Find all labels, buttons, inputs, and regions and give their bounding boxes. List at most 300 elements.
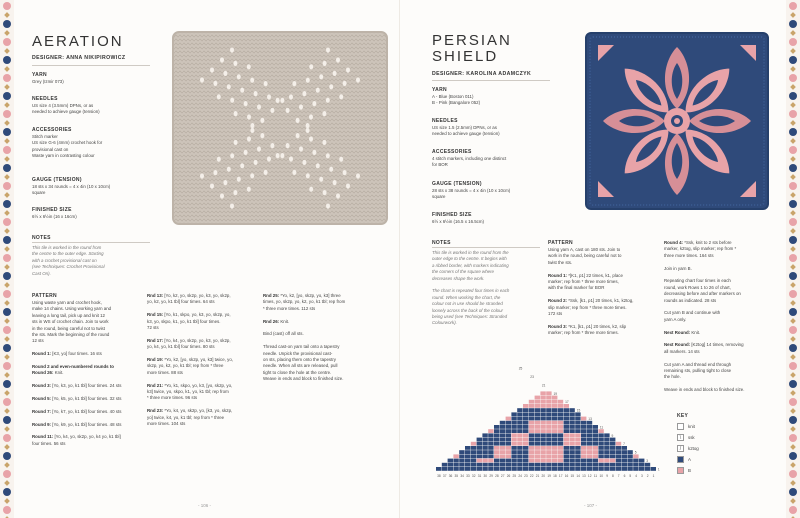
chart-cell (627, 450, 632, 454)
chart-cell (500, 463, 505, 467)
chart-cell (575, 438, 580, 442)
chart-cell (511, 454, 516, 458)
chart-cell (517, 412, 522, 416)
chart-cell (610, 467, 615, 471)
chart-cell (529, 400, 534, 404)
note-line: a ribbed border, with markers indicating (432, 262, 509, 268)
chart-cell (506, 467, 511, 471)
chart-cell (482, 442, 487, 446)
chart-cell (488, 442, 493, 446)
round-text: leaving a long tail, pick up and knit 12 (32, 312, 105, 318)
chart-cell (552, 467, 557, 471)
key-label: ssk (688, 435, 695, 440)
chart-cell (610, 442, 615, 446)
chart-cell (546, 408, 551, 412)
chart-column-number: 23 (524, 474, 528, 479)
chart-cell (500, 446, 505, 450)
chart-cell (564, 442, 569, 446)
chart-cell (494, 459, 499, 463)
round-text: decreasing before and after markers on (664, 291, 741, 297)
chart-cell (471, 450, 476, 454)
chart-cell (558, 421, 563, 425)
chart-column-number: 37 (442, 474, 447, 479)
chart-cell (564, 417, 569, 421)
chart-cell (511, 463, 516, 467)
chart-column-number: 32 (471, 474, 476, 479)
chart-cell (581, 454, 586, 458)
gauge-text: 18 sts x 34 rounds = 4 x 4in (10 x 10cm) square (32, 184, 111, 196)
note-line: decreases shape the work. (432, 275, 485, 281)
round-label: Round 1: (548, 272, 569, 278)
chart-cell (569, 442, 574, 446)
chart-cell (523, 417, 528, 421)
chart-cell (540, 467, 545, 471)
round-text: needle. Unpick the provisional cast- (263, 350, 333, 356)
chart-cell (500, 450, 505, 454)
chart-cell (529, 408, 534, 412)
note-line: loosely across the back of the colour (432, 307, 504, 313)
chart-cell (535, 425, 540, 429)
chart-cell (477, 438, 482, 442)
chart-cell (540, 417, 545, 421)
chart-cell (482, 438, 487, 442)
chart-cell (540, 412, 545, 416)
chart-column-number: 7 (617, 474, 620, 479)
chart-cell (546, 425, 551, 429)
key-item (677, 434, 747, 442)
chart-cell (523, 429, 528, 433)
chart-column-number: 33 (466, 474, 470, 479)
notes-label: NOTES (432, 240, 451, 246)
chart-cell (517, 417, 522, 421)
chart-cell (546, 391, 551, 395)
round-text: Weave in ends and block to finished size. (664, 387, 745, 393)
chart-cell (517, 454, 522, 458)
chart-cell (581, 425, 586, 429)
chart-cell (587, 421, 592, 425)
round-text: Using waste yarn and crochet hook, (32, 300, 102, 305)
chart-cell (471, 467, 476, 471)
round-label: Round 5: (32, 396, 53, 402)
chart-cell (529, 463, 534, 467)
round-text: [Yo, k4, yo, sk2p, yo, k4 yo, k1 tbl] (54, 434, 121, 440)
chart-column-number: 29 (489, 474, 493, 479)
chart-cell (610, 450, 615, 454)
round-text: all markers. 14 sts (664, 348, 700, 354)
chart-cell (540, 463, 545, 467)
round-text: [Yo, k5, yo, k1 tbl] four times. 32 sts (52, 396, 122, 402)
pattern-label: PATTERN (32, 293, 57, 299)
chart-cell (575, 463, 580, 467)
chart-cell (564, 450, 569, 454)
chart-cell (558, 463, 563, 467)
size-label: FINISHED SIZE (432, 212, 472, 218)
chart-cell (535, 450, 540, 454)
round-text: 172 sts (548, 311, 563, 317)
chart-cell (575, 454, 580, 458)
chart-cell (598, 446, 603, 450)
decorative-border-right (786, 0, 800, 518)
chart-cell (488, 463, 493, 467)
size-text: 6½ x 6½in (16 x 16cm) (32, 214, 77, 219)
chart-cell (575, 429, 580, 433)
chart-cell (535, 421, 540, 425)
chart-cell (552, 433, 557, 437)
notes-text: This tile is worked in the round from the centre to the outer edge. Starting with a crochet provisional cast on (see Techniques: Crochet Provisional Cast On). (32, 245, 105, 276)
needles-label: NEEDLES (432, 118, 458, 124)
chart-cell (506, 438, 511, 442)
chart-cell (506, 463, 511, 467)
chart-cell (552, 450, 557, 454)
chart-cell (622, 459, 627, 463)
chart-cell (604, 442, 609, 446)
chart-cell (517, 438, 522, 442)
chart-cell (494, 450, 499, 454)
key-item (677, 456, 747, 464)
chart-cell (622, 446, 627, 450)
chart-cell (593, 463, 598, 467)
note-line: Colourwork). (432, 320, 457, 326)
chart-cell (535, 442, 540, 446)
chart-cell (604, 433, 609, 437)
chart-column-number: 36 (448, 474, 453, 479)
round-text: three more times. 164 sts (664, 252, 714, 258)
chart-cell (546, 404, 551, 408)
chart-cell (569, 412, 574, 416)
chart-cell (529, 425, 534, 429)
chart-cell (598, 467, 603, 471)
accessories-label: ACCESSORIES (432, 149, 472, 155)
chart-cell (564, 408, 569, 412)
chart-cell (558, 404, 563, 408)
chart-cell (593, 459, 598, 463)
round-label: Round 1: (32, 351, 53, 357)
chart-cell (552, 404, 557, 408)
chart-cell (593, 454, 598, 458)
chart-cell (523, 442, 528, 446)
chart-cell (477, 463, 482, 467)
round-text: rounds as indicated. 28 sts (664, 297, 717, 303)
chart-cell (546, 459, 551, 463)
chart-cell (523, 425, 528, 429)
chart-cell (529, 404, 534, 408)
chart-cell (575, 450, 580, 454)
chart-cell (500, 467, 505, 471)
chart-column-number: 9 (606, 474, 608, 479)
round-text: more times. 104 sts (147, 421, 186, 427)
page-number: - 106 - (198, 503, 212, 508)
chart-cell (511, 442, 516, 446)
pattern-line (263, 376, 388, 382)
chart-cell (598, 459, 603, 463)
chart-cell (540, 454, 545, 458)
chart-cell (604, 450, 609, 454)
persian-shield-swatch-image (584, 31, 770, 211)
chart-cell (633, 459, 638, 463)
chart-cell (581, 417, 586, 421)
chart-cell (517, 463, 522, 467)
key-item (677, 467, 747, 475)
round-text: the sts. Mark the beginning of the round (32, 332, 110, 338)
chart-cell (494, 446, 499, 450)
chart-cell (569, 417, 574, 421)
left-page (14, 0, 400, 518)
chart-cell (465, 454, 470, 458)
chart-cell (558, 442, 563, 446)
chart-cell (459, 450, 464, 454)
chart-cell (523, 408, 528, 412)
chart-cell (639, 459, 644, 463)
key-title: KEY (677, 413, 689, 419)
chart-column-number: 21 (535, 474, 540, 479)
chart-cell (517, 408, 522, 412)
key-swatch-icon (677, 423, 684, 430)
chart-cell (540, 400, 545, 404)
accessories-text: Stitch marker US size G-6 (4mm) crochet hook for provisional cast on Waste yarn in contrasting colour (32, 134, 103, 159)
round-text: *[K1, p1] 22 times, k1, place (568, 272, 623, 278)
chart-cell (540, 433, 545, 437)
chart-cell (575, 412, 580, 416)
chart-cell (488, 438, 493, 442)
chart-cell (616, 450, 621, 454)
chart-cell (587, 438, 592, 442)
chart-cell (453, 459, 458, 463)
round-text: [Yo, k1, skpo, yo, k3, yo, sk2p, yo, (164, 312, 231, 318)
round-text: round, work Rows 1 to 26 of chart, (664, 284, 731, 290)
round-text: [Yo, k2, yo, sk2p, yo, k3, yo, sk2p, (164, 293, 231, 298)
chart-cell (540, 446, 545, 450)
chart-cell (535, 429, 540, 433)
chart-cell (581, 463, 586, 467)
chart-cell (442, 463, 447, 467)
chart-cell (604, 446, 609, 450)
round-text: [Yo, k7, yo, k1 tbl] four times. 40 sts (52, 408, 122, 414)
chart-column-number: 10 (599, 474, 604, 479)
chart-cell (546, 429, 551, 433)
chart-cell (616, 467, 621, 471)
chart-cell (465, 463, 470, 467)
chart-column-number: 16 (564, 474, 569, 479)
chart-cell (604, 459, 609, 463)
pattern-line (147, 421, 267, 427)
chart-cell (448, 467, 453, 471)
chart-column-number: 15 (570, 474, 575, 479)
round-text: yo] twice, k4, yo, k1 tbl; rep from * three (147, 414, 225, 420)
chart-cell (622, 454, 627, 458)
key-label: knit (688, 424, 695, 429)
accessories-label: ACCESSORIES (32, 127, 72, 133)
chart-cell (540, 396, 545, 400)
note-line: colour not in use should be stranded (432, 301, 503, 307)
note-line: round. When working the chart, the (432, 294, 501, 300)
chart-cell (581, 429, 586, 433)
chart-column-number: 5 (629, 474, 632, 479)
aeration-swatch-image (171, 30, 389, 226)
chart-cell (506, 446, 511, 450)
chart-row-number: 3 (646, 459, 649, 463)
chart-cell (540, 421, 545, 425)
chart-cell (552, 396, 557, 400)
chart-cell (564, 425, 569, 429)
chart-cell (575, 421, 580, 425)
note-line: This tile is worked in the round from the (432, 250, 509, 255)
chart-cell (558, 417, 563, 421)
chart-cell (488, 454, 493, 458)
notes-text (432, 250, 509, 327)
chart-cell (511, 459, 516, 463)
round-text: *Ssk, [k1, p1] 20 times, k1, k2tog, (568, 298, 634, 304)
round-text: slip marker; rep from * three more times. (548, 304, 627, 310)
chart-cell (558, 425, 563, 429)
chart-cell (558, 400, 563, 404)
chart-cell (552, 459, 557, 463)
chart-cell (575, 417, 580, 421)
chart-cell (593, 450, 598, 454)
round-text: *Ssk, knit to 2 sts before (684, 240, 732, 245)
round-label: Rnd 23: (147, 408, 165, 414)
round-text: [K3, yo] four times. 16 sts (52, 351, 102, 357)
chart-cell (529, 429, 534, 433)
chart-cell (535, 417, 540, 421)
chart-cell (569, 454, 574, 458)
border-pattern-icon (786, 0, 800, 518)
chart-cell (581, 446, 586, 450)
chart-cell (598, 438, 603, 442)
chart-cell (535, 463, 540, 467)
chart-cell (552, 442, 557, 446)
chart-cell (558, 412, 563, 416)
chart-cell (575, 467, 580, 471)
right-page (400, 0, 786, 518)
pattern-column-1 (32, 300, 152, 447)
chart-cell (535, 400, 540, 404)
chart-column-number: 30 (483, 474, 488, 479)
pattern-label: PATTERN (548, 240, 573, 246)
chart-cell (598, 429, 603, 433)
chart-cell (465, 446, 470, 450)
chart-cell (558, 429, 563, 433)
chart-cell (488, 446, 493, 450)
chart-cell (604, 454, 609, 458)
chart-cell (546, 463, 551, 467)
chart-cell (459, 463, 464, 467)
chart-cell (494, 433, 499, 437)
round-text: * three more times. 96 sts (147, 395, 198, 401)
chart-cell (616, 463, 621, 467)
gauge-text: 28 sts x 38 rounds = 4 x 4in (10 x 10cm) square (432, 188, 511, 200)
chart-cell (482, 446, 487, 450)
round-text: Thread cast-on yarn tail onto a tapestry (263, 344, 340, 350)
round-text: *Yo, k4, yo, sk2p, yo, [k3, yo, sk2p, (164, 408, 233, 414)
chart-cell (564, 454, 569, 458)
chart-cell (627, 459, 632, 463)
round-text: in the round, being careful not to twist (32, 325, 105, 331)
chart-cell (535, 396, 540, 400)
yarn-label: YARN (32, 72, 47, 78)
round-label: Rnd 25: (263, 293, 281, 298)
chart-column-number: 24 (518, 474, 522, 479)
chart-cell (448, 463, 453, 467)
chart-cell (546, 412, 551, 416)
chart-cell (529, 433, 534, 437)
chart-cell (546, 400, 551, 404)
chart-cell (540, 425, 545, 429)
chart-cell (552, 446, 557, 450)
chart-cell (564, 421, 569, 425)
key-label: k2tog (688, 446, 699, 451)
chart-cell (535, 433, 540, 437)
round-text: Using yarn A, cast on 180 sts. Join to (548, 247, 621, 252)
round-label: Round 26: (32, 370, 55, 376)
chart-cell (540, 442, 545, 446)
chart-column-number: 13 (582, 474, 586, 479)
round-text: yo, k2, yo, k1 tbl] four times. 64 sts (147, 299, 215, 305)
chart-cell (517, 459, 522, 463)
round-text: sk2p, yo, k2, yo, k1 tbl; rep from * three (147, 363, 224, 369)
chart-cell (564, 459, 569, 463)
chart-cell (448, 459, 453, 463)
chart-cell (622, 467, 627, 471)
chart-cell (523, 463, 528, 467)
chart-cell (558, 433, 563, 437)
note-line: The chart is repeated four times in each (432, 288, 510, 294)
chart-cell (558, 467, 563, 471)
chart-column-number: 14 (576, 474, 580, 479)
chart-cell (622, 463, 627, 467)
chart-cell (581, 438, 586, 442)
chart-cell (517, 442, 522, 446)
round-label: Round 2 and even-numbered rounds to (32, 364, 114, 370)
note-line: outer edge to the centre. It begins with (432, 256, 507, 262)
chart-cell (546, 442, 551, 446)
chart-cell (535, 467, 540, 471)
chart-column-number: 1 (652, 474, 655, 479)
note-line: being used (see Techniques: Stranded (432, 314, 508, 320)
designer-credit: DESIGNER: ANNA NIKIPIROWICZ (32, 55, 126, 61)
round-text: Repeating chart four times in each (664, 278, 731, 284)
chart-cell (569, 463, 574, 467)
round-text: 12 sts (32, 338, 44, 344)
chart-cell (511, 429, 516, 433)
chart-cell (442, 467, 447, 471)
key-item (677, 445, 747, 453)
chart-column-number: 17 (558, 474, 563, 479)
chart-cell (529, 446, 534, 450)
chart-cell (471, 454, 476, 458)
chart-cell (569, 450, 574, 454)
size-text: 6½ x 6½in (16.5 x 16.5cm) (432, 219, 484, 224)
round-text: more times. 88 sts (147, 369, 183, 375)
chart-cell (558, 454, 563, 458)
round-label: Rnd 26: (263, 318, 281, 324)
chart-cell (523, 404, 528, 408)
chart-cell (616, 446, 621, 450)
round-label: Round 9: (32, 421, 53, 427)
pattern-column-3 (664, 240, 779, 394)
divider (32, 242, 150, 243)
chart-column-number: 3 (641, 474, 643, 479)
chart-cell (494, 467, 499, 471)
chart-cell (488, 459, 493, 463)
chart-cell (616, 454, 621, 458)
chart-cell (639, 467, 644, 471)
round-label: Rnd 15: (147, 312, 165, 318)
chart-cell (581, 433, 586, 437)
chart-cell (529, 442, 534, 446)
round-text: 72 sts (147, 325, 159, 331)
chart-cell (552, 400, 557, 404)
chart-cell (575, 442, 580, 446)
